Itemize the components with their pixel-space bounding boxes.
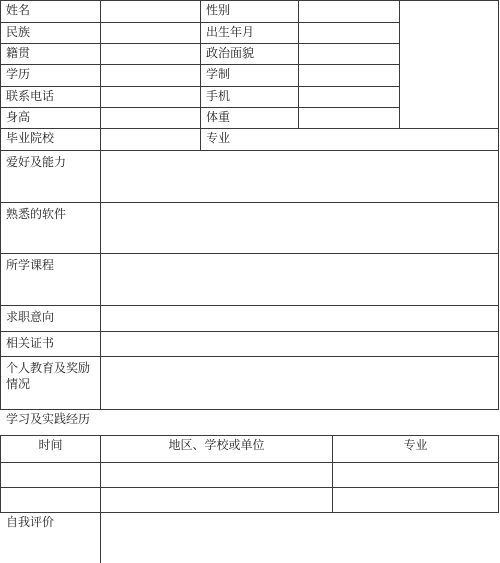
major-field[interactable] (201, 129, 498, 150)
name-field[interactable] (101, 1, 200, 22)
hobbies-label: 爱好及能力 (6, 155, 67, 169)
grid-line (498, 435, 499, 512)
awards-field[interactable] (101, 357, 498, 409)
gender-label: 性别 (206, 3, 231, 17)
height-label: 身高 (6, 110, 31, 124)
phone-field[interactable] (101, 87, 200, 107)
weight-field[interactable] (299, 108, 399, 128)
birth-field[interactable] (299, 23, 399, 43)
experience-header-place: 地区、学校或单位 (168, 438, 265, 452)
major-label: 专业 (206, 131, 231, 145)
experience-header-major: 专业 (403, 438, 428, 452)
native-place-field[interactable] (101, 44, 200, 64)
job-intention-label: 求职意向 (6, 310, 55, 324)
courses-label: 所学课程 (6, 258, 55, 272)
school-label: 毕业院校 (6, 131, 55, 145)
native-place-label: 籍贯 (6, 46, 31, 60)
certificates-label: 相关证书 (6, 336, 55, 350)
birth-label: 出生年月 (206, 25, 255, 39)
experience-row-1-place[interactable] (101, 463, 332, 487)
job-intention-field[interactable] (101, 306, 498, 331)
political-status-label: 政治面貌 (206, 46, 255, 60)
experience-row-1-major[interactable] (333, 463, 498, 487)
software-field[interactable] (101, 203, 498, 253)
education-label: 学历 (6, 67, 31, 81)
ethnicity-label: 民族 (6, 25, 31, 39)
awards-label: 个人教育及奖励 情况 (6, 361, 91, 391)
gender-field[interactable] (299, 1, 399, 22)
program-length-field[interactable] (299, 65, 399, 86)
experience-row-2-place[interactable] (101, 488, 332, 512)
certificates-field[interactable] (101, 332, 498, 356)
weight-label: 体重 (206, 110, 231, 124)
experience-row-2-time[interactable] (1, 488, 100, 512)
experience-row-1-time[interactable] (1, 463, 100, 487)
education-field[interactable] (101, 65, 200, 86)
mobile-field[interactable] (299, 87, 399, 107)
mobile-label: 手机 (206, 89, 231, 103)
photo-area[interactable] (400, 1, 498, 128)
phone-label: 联系电话 (6, 89, 55, 103)
program-length-label: 学制 (206, 67, 231, 81)
experience-row-2-major[interactable] (333, 488, 498, 512)
courses-field[interactable] (101, 254, 498, 305)
height-field[interactable] (101, 108, 200, 128)
hobbies-field[interactable] (101, 151, 498, 202)
grid-line (498, 0, 499, 409)
experience-title: 学习及实践经历 (6, 412, 91, 426)
political-status-field[interactable] (299, 44, 399, 64)
self-eval-field[interactable] (101, 513, 498, 563)
experience-header-time: 时间 (38, 438, 63, 452)
school-field[interactable] (101, 129, 200, 150)
software-label: 熟悉的软件 (6, 207, 67, 221)
name-label: 姓名 (6, 3, 31, 17)
ethnicity-field[interactable] (101, 23, 200, 43)
self-eval-label: 自我评价 (6, 515, 55, 529)
